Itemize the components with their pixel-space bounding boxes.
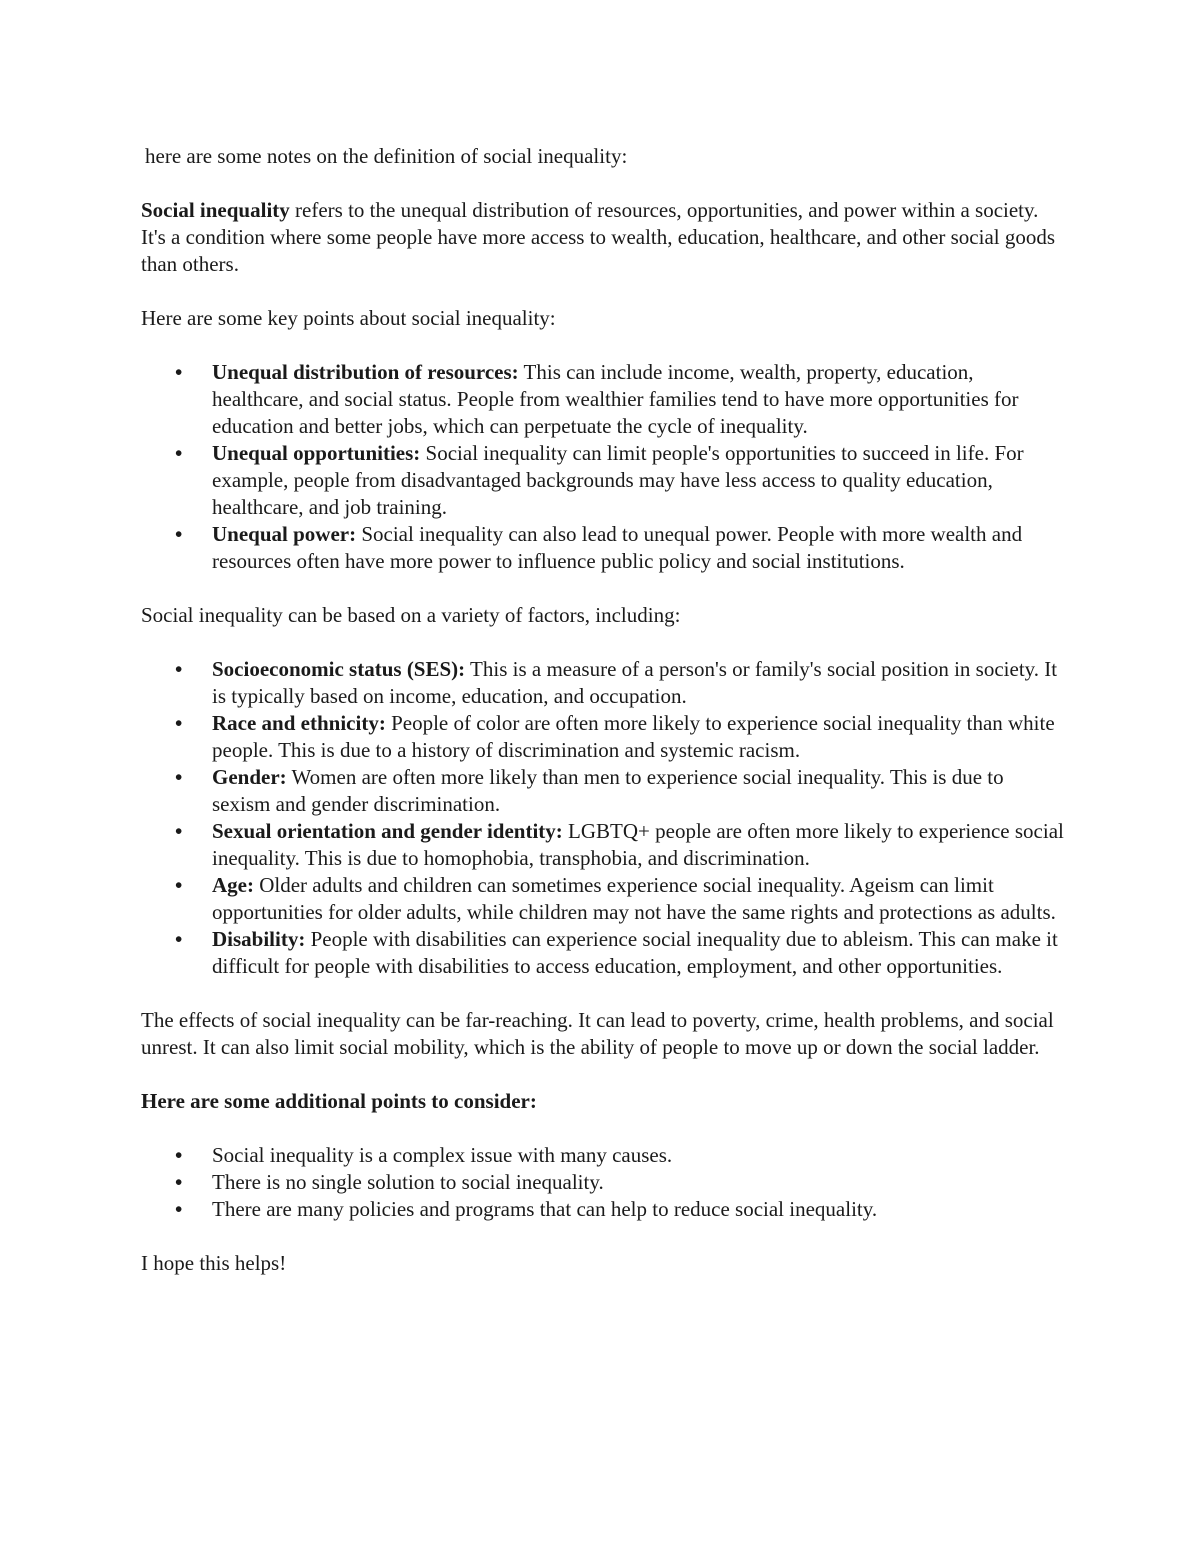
list-item [141,818,1066,872]
list-item [141,1169,1066,1196]
list-item [141,926,1066,980]
bullet-icon: • [175,819,183,843]
list-item-text: People of color are often more likely to experience social inequality than white people. This is due to a history of discrimination and systemic racism. [212,711,1055,762]
bullet-icon: • [175,711,183,735]
list-item-text: This can include income, wealth, property, education, healthcare, and social status. People from wealthier families tend to have more opportunities for education and better jobs, which can perpetuate the cycle of inequality. [212,360,1019,438]
bullet-icon: • [175,360,183,384]
list-item-text: Older adults and children can sometimes experience social inequality. Ageism can limit opportunities for older adults, while children may not have the same rights and protections as adults. [212,873,1056,924]
bullet-icon: • [175,1143,183,1167]
list-item-text: Women are often more likely than men to experience social inequality. This is due to sexism and gender discrimination. [212,765,1004,816]
list-item-label: Socioeconomic status (SES): [212,657,466,681]
bullet-icon: • [175,873,183,897]
bullet-icon: • [175,657,183,681]
list-item [141,359,1066,440]
additional-points-list [141,1142,1066,1223]
additional-heading: Here are some additional points to consider: [141,1089,537,1113]
factors-heading: Social inequality can be based on a variety of factors, including: [141,603,681,627]
list-item [141,521,1066,575]
list-item-text: People with disabilities can experience social inequality due to ableism. This can make it difficult for people with disabilities to access education, employment, and other opportunities. [212,927,1058,978]
list-item [141,710,1066,764]
list-item [141,1142,1066,1169]
list-item-text: LGBTQ+ people are often more likely to experience social inequality. This is due to homophobia, transphobia, and discrimination. [212,819,1064,870]
closing-paragraph: I hope this helps! [141,1251,287,1275]
definition-text: refers to the unequal distribution of resources, opportunities, and power within a society. It's a condition where some people have more access to wealth, education, healthcare, and other social goods than others. [141,198,1056,276]
bullet-icon: • [175,1170,183,1194]
bullet-icon: • [175,1197,183,1221]
definition-term: Social inequality [141,198,290,222]
list-item-label: Sexual orientation and gender identity: [212,819,563,843]
list-item [141,1196,1066,1223]
definition-paragraph [141,197,1066,278]
list-item [141,656,1066,710]
list-item-label: Unequal distribution of resources: [212,360,519,384]
list-item-text: This is a measure of a person's or family's social position in society. It is typically based on income, education, and occupation. [212,657,1058,708]
list-item-label: Unequal opportunities: [212,441,421,465]
bullet-icon: • [175,522,183,546]
list-item-label: Gender: [212,765,287,789]
bullet-icon: • [175,441,183,465]
effects-paragraph: The effects of social inequality can be far-reaching. It can lead to poverty, crime, health problems, and social unrest. It can also limit social mobility, which is the ability of people to move up or down the social ladder. [141,1008,1054,1059]
bullet-icon: • [175,765,183,789]
list-item [141,872,1066,926]
list-item [141,440,1066,521]
key-points-heading: Here are some key points about social inequality: [141,306,556,330]
list-item-label: Age: [212,873,254,897]
bullet-icon: • [175,927,183,951]
document-page [141,143,1066,1304]
factors-list [141,656,1066,980]
key-points-list [141,359,1066,575]
list-item-label: Disability: [212,927,306,951]
list-item-label: Unequal power: [212,522,357,546]
list-item-text: Social inequality is a complex issue with many causes. [212,1143,673,1167]
list-item-text: There are many policies and programs that can help to reduce social inequality. [212,1197,878,1221]
list-item-text: There is no single solution to social inequality. [212,1170,604,1194]
intro-paragraph: here are some notes on the definition of social inequality: [145,144,628,168]
list-item [141,764,1066,818]
list-item-text: Social inequality can limit people's opportunities to succeed in life. For example, people from disadvantaged backgrounds may have less access to quality education, healthcare, and job training. [212,441,1024,519]
list-item-label: Race and ethnicity: [212,711,386,735]
list-item-text: Social inequality can also lead to unequal power. People with more wealth and resources often have more power to influence public policy and social institutions. [212,522,1023,573]
